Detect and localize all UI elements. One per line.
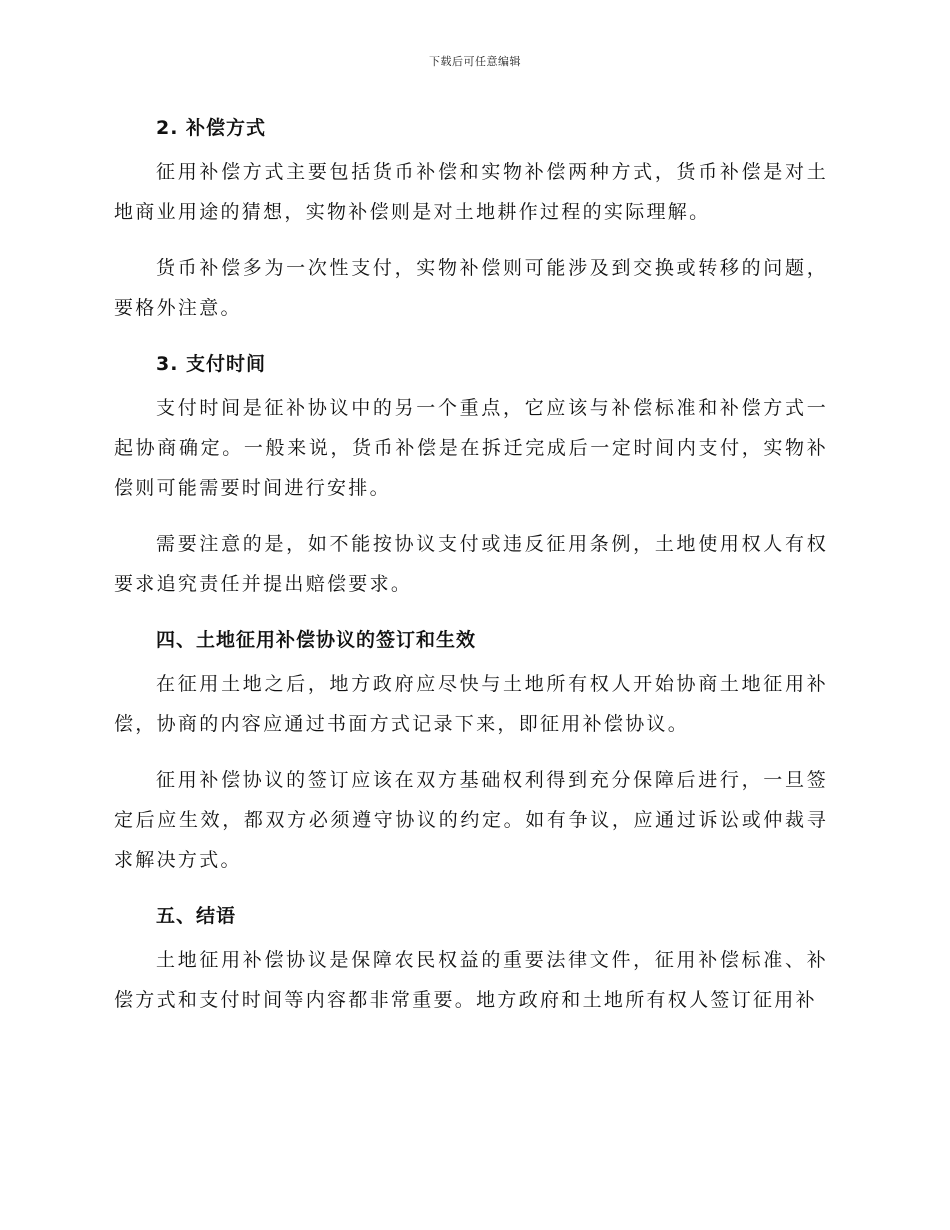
paragraph: 在征用土地之后，地方政府应尽快与土地所有权人开始协商土地征用补偿，协商的内容应通过书面方式记录下来，即征用补偿协议。 [114, 673, 828, 735]
section-heading-payment-time: 3. 支付时间 [156, 353, 267, 375]
paragraph: 支付时间是征补协议中的另一个重点，它应该与补偿标准和补偿方式一起协商确定。一般来说，货币补偿是在拆迁完成后一定时间内支付，实物补偿则可能需要时间进行安排。 [114, 397, 828, 499]
paragraph: 土地征用补偿协议是保障农民权益的重要法律文件，征用补偿标准、补偿方式和支付时间等内容都非常重要。地方政府和土地所有权人签订征用补 [114, 949, 828, 1011]
paragraph: 征用补偿协议的签订应该在双方基础权利得到充分保障后进行，一旦签定后应生效，都双方必须遵守协议的约定。如有争议，应通过诉讼或仲裁寻求解决方式。 [114, 769, 828, 871]
paragraph: 货币补偿多为一次性支付，实物补偿则可能涉及到交换或转移的问题，要格外注意。 [114, 257, 828, 319]
section-heading-conclusion: 五、结语 [156, 905, 237, 927]
section-heading-signing: 四、土地征用补偿协议的签订和生效 [156, 629, 477, 651]
paragraph: 需要注意的是，如不能按协议支付或违反征用条例，土地使用权人有权要求追究责任并提出赔偿要求。 [114, 533, 828, 595]
section-heading-payment-method: 2. 补偿方式 [156, 117, 267, 139]
paragraph: 征用补偿方式主要包括货币补偿和实物补偿两种方式，货币补偿是对土地商业用途的猜想，实物补偿则是对土地耕作过程的实际理解。 [114, 161, 828, 223]
page-header: 下载后可任意编辑 [429, 55, 521, 68]
document-body [114, 108, 828, 1036]
